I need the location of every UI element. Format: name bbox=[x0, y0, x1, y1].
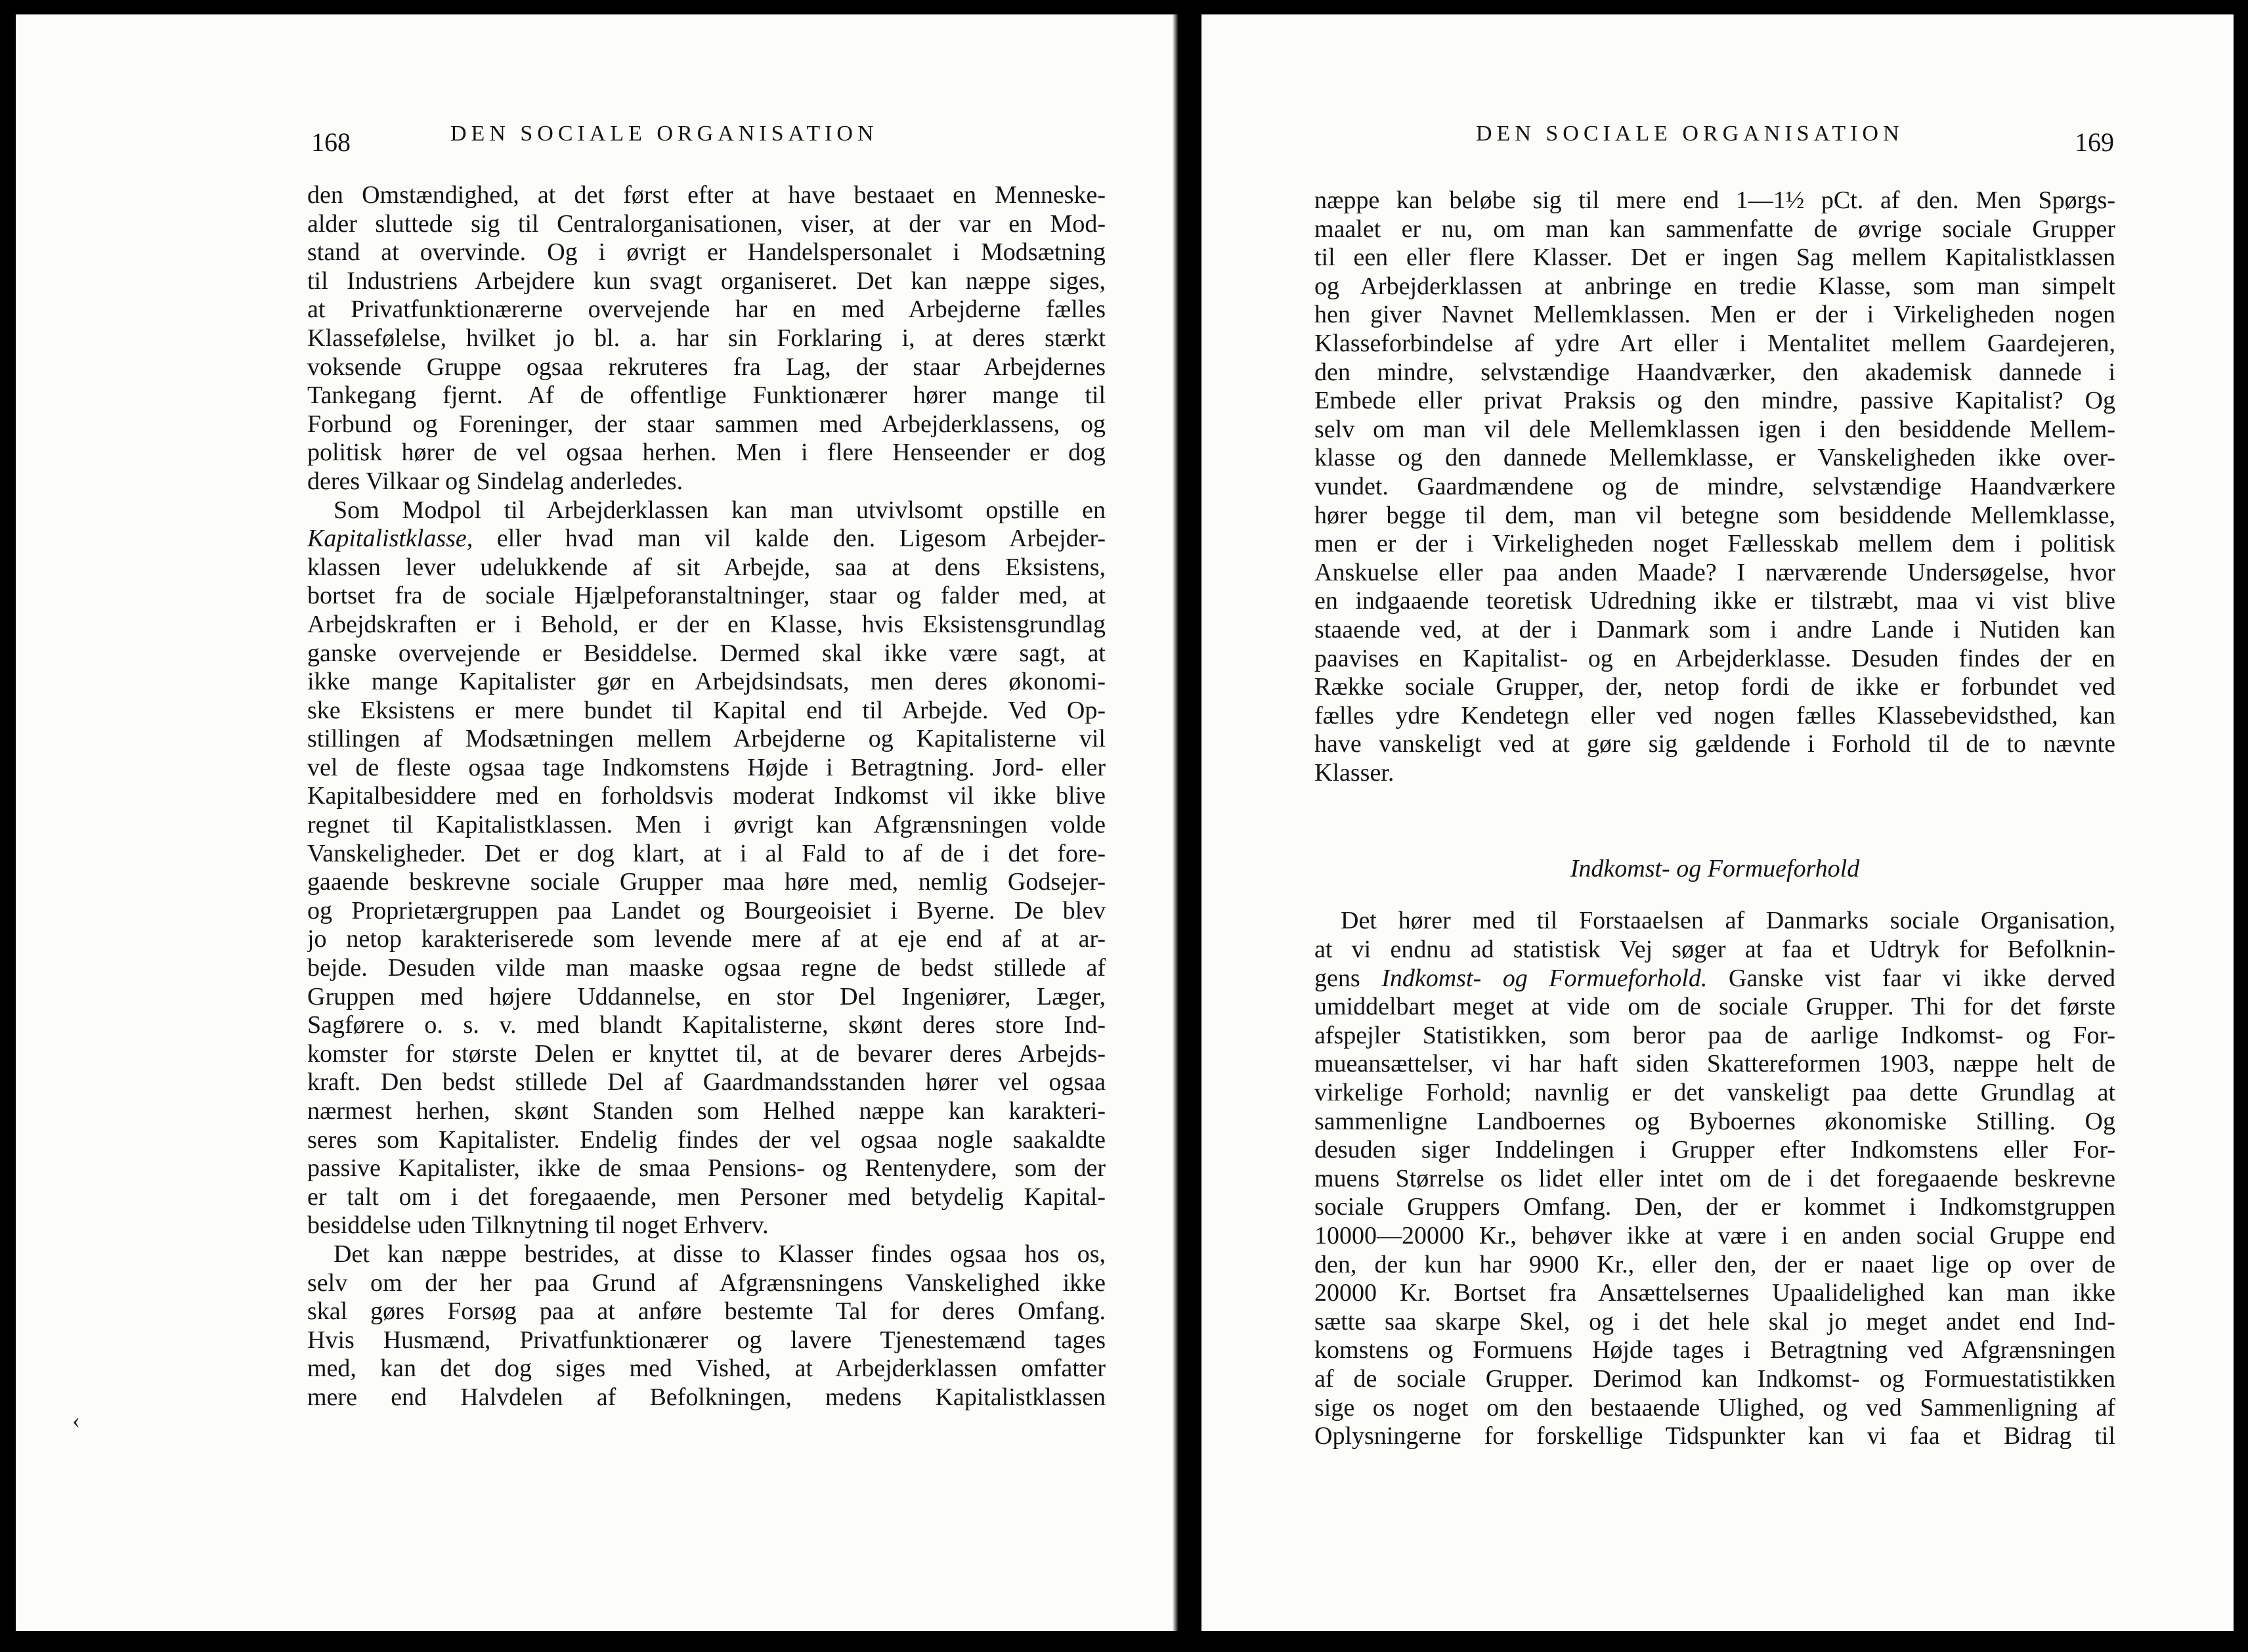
text-line: Anskuelse eller paa anden Maade? I nærværende Undersøgelse, hvor bbox=[1314, 558, 2115, 586]
text-line: og Proprietærgruppen paa Landet og Bourgeoisiet i Byerne. De blev bbox=[307, 896, 1106, 924]
text-line: have vanskeligt ved at gøre sig gældende i Forhold til de to nævnte bbox=[1314, 730, 2115, 758]
text-line: næppe kan beløbe sig til mere end 1—1½ pCt. af den. Men Spørgs- bbox=[1314, 186, 2115, 214]
text-line: besiddelse uden Tilknytning til noget Erhverv. bbox=[307, 1211, 769, 1240]
text-line: med, kan det dog siges med Vished, at Arbejderklassen omfatter bbox=[307, 1355, 1106, 1383]
text-line: klasse og den dannede Mellemklasse, er Vanskeligheden ikke over- bbox=[1314, 444, 2115, 472]
text-line: politisk hører de vel ogsaa herhen. Men i flere Henseender er dog bbox=[307, 439, 1106, 467]
section-gap bbox=[1314, 787, 2115, 853]
text-line: Klasser. bbox=[1314, 758, 1394, 787]
text-line: Det kan næppe bestrides, at disse to Klasser findes ogsaa hos os, bbox=[334, 1240, 1106, 1268]
text-line: 10000—20000 Kr., behøver ikke at være i en anden social Gruppe end bbox=[1314, 1222, 2115, 1250]
text-line: hører begge til dem, man vil betegne som besiddende Mellemklasse, bbox=[1314, 501, 2115, 529]
text-line: komstens og Formuens Højde tages i Betragtning ved Afgrænsningen bbox=[1314, 1336, 2115, 1364]
page-number-left: 168 bbox=[311, 127, 351, 157]
text-line: regnet til Kapitalistklassen. Men i øvrigt kan Afgrænsningen volde bbox=[307, 811, 1106, 839]
text-line: Forbund og Foreninger, der staar sammen med Arbejderklassens, og bbox=[307, 410, 1106, 438]
text-line: vel de fleste ogsaa tage Indkomstens Højde i Betragtning. Jord- eller bbox=[307, 753, 1106, 781]
text-line: staaende ved, at der i Danmark som i andre Lande i Nutiden kan bbox=[1314, 615, 2115, 643]
text-line: kraft. Den bedst stillede Del af Gaardmandsstanden hører vel ogsaa bbox=[307, 1068, 1106, 1097]
text-line: bejde. Desuden vilde man maaske ogsaa regne de bedst stillede af bbox=[307, 954, 1106, 982]
text-line: sammenligne Landboernes og Byboernes økonomiske Stilling. Og bbox=[1314, 1107, 2115, 1135]
text-line: paavises en Kapitalist- og en Arbejderklasse. Desuden findes der en bbox=[1314, 644, 2115, 672]
text-line: Som Modpol til Arbejderklassen kan man utvivlsomt opstille en bbox=[334, 496, 1106, 524]
text-line: Sagførere o. s. v. med blandt Kapitalisterne, skønt deres store Ind- bbox=[307, 1011, 1106, 1039]
text-line: af de sociale Grupper. Derimod kan Indkomst- og Formuestatistikken bbox=[1314, 1364, 2115, 1393]
text-line: Gruppen med højere Uddannelse, en stor Del Ingeniører, Læger, bbox=[307, 982, 1106, 1011]
text-line: mere end Halvdelen af Befolkningen, medens Kapitalistklassen bbox=[307, 1383, 1106, 1411]
text-line: sætte saa skarpe Skel, og i det hele skal jo meget andet end Ind- bbox=[1314, 1307, 2115, 1336]
book-gutter-shadow bbox=[1173, 14, 1178, 1631]
text-line: afspejler Statistikken, som beror paa de aarlige Indkomst- og For- bbox=[1314, 1021, 2115, 1049]
text-line: Arbejdskraften er i Behold, er der en Klasse, hvis Eksistensgrundlag bbox=[307, 610, 1106, 638]
text-line: gens Indkomst- og Formueforhold. Ganske vist faar vi ikke derved bbox=[1314, 964, 2115, 992]
running-head-left: DEN SOCIALE ORGANISATION bbox=[450, 121, 878, 146]
text-line: alder sluttede sig til Centralorganisationen, viser, at der var en Mod- bbox=[307, 209, 1106, 238]
emphasized-term: Kapitalistklasse, bbox=[307, 525, 473, 553]
text-line: men er der i Virkeligheden noget Fællesskab mellem dem i politisk bbox=[1314, 530, 2115, 558]
right-page-body bbox=[1314, 186, 2115, 1451]
text-line: passive Kapitalister, ikke de smaa Pensions- og Rentenydere, som der bbox=[307, 1154, 1106, 1183]
text-line: mueansættelser, vi har haft siden Skattereformen 1903, næppe helt de bbox=[1314, 1050, 2115, 1078]
margin-mark: ‹ bbox=[72, 1407, 80, 1433]
text-line: virkelige Forhold; navnlig er det vanskeligt paa dette Grundlag at bbox=[1314, 1079, 2115, 1107]
text-line: desuden siger Inddelingen i Grupper efter Indkomstens eller For- bbox=[1314, 1136, 2115, 1164]
text-line: ganske overvejende er Besiddelse. Dermed skal ikke være sagt, at bbox=[307, 639, 1106, 667]
text-line: en indgaaende teoretisk Udredning ikke er tilstræbt, maa vi vist blive bbox=[1314, 587, 2115, 615]
text-line: 20000 Kr. Bortset fra Ansættelsernes Upaalidelighed kan man ikke bbox=[1314, 1279, 2115, 1307]
text-line: Kapitalbesiddere med en forholdsvis moderat Indkomst vil ikke blive bbox=[307, 782, 1106, 810]
text-line: muens Størrelse os lidet eller intet om de i det foregaaende beskrevne bbox=[1314, 1164, 2115, 1192]
text-line: Hvis Husmænd, Privatfunktionærer og lavere Tjenestemænd tages bbox=[307, 1326, 1106, 1354]
text-line: stillingen af Modsætningen mellem Arbejderne og Kapitalisterne vil bbox=[307, 725, 1106, 753]
left-book-page bbox=[16, 14, 1178, 1631]
text-line: Det hører med til Forstaaelsen af Danmarks sociale Organisation, bbox=[1341, 907, 2115, 935]
text-line: nærmest herhen, skønt Standen som Helhed næppe kan karakteri- bbox=[307, 1097, 1106, 1125]
text-line: Vanskeligheder. Det er dog klart, at i al Fald to af de i det fore- bbox=[307, 839, 1106, 867]
text-line: gaaende beskrevne sociale Grupper maa høre med, nemlig Godsejer- bbox=[307, 868, 1106, 896]
text-line: den Omstændighed, at det først efter at have bestaaet en Menneske- bbox=[307, 181, 1106, 209]
text-line: og Arbejderklassen at anbringe en tredie Klasse, som man simpelt bbox=[1314, 272, 2115, 300]
text-line: Embede eller privat Praksis og den mindre, passive Kapitalist? Og bbox=[1314, 387, 2115, 415]
text-line: Klassefølelse, hvilket jo bl. a. har sin Forklaring i, at deres stærkt bbox=[307, 324, 1106, 352]
text-line: sociale Gruppers Omfang. Den, der er kommet i Indkomstgruppen bbox=[1314, 1193, 2115, 1221]
text-line: selv om man vil dele Mellemklassen igen i den besiddende Mellem- bbox=[1314, 415, 2115, 443]
section-heading: Indkomst- og Formueforhold bbox=[1570, 855, 1860, 883]
text-line: Kapitalistklasse, eller hvad man vil kalde den. Ligesom Arbejder- bbox=[307, 525, 1106, 553]
text-line: vundet. Gaardmændene og de mindre, selvstændige Haandværkere bbox=[1314, 472, 2115, 500]
text-line: umiddelbart meget at vide om de sociale Grupper. Thi for det første bbox=[1314, 993, 2115, 1021]
text-line: sige os noget om den bestaaende Ulighed, og ved Sammenligning af bbox=[1314, 1393, 2115, 1422]
text-line: stand at overvinde. Og i øvrigt er Handelspersonalet i Modsætning bbox=[307, 238, 1106, 267]
running-head-right: DEN SOCIALE ORGANISATION bbox=[1476, 121, 1904, 146]
text-line: skal gøres Forsøg paa at anføre bestemte Tal for deres Omfang. bbox=[307, 1297, 1106, 1326]
text-line: Tankegang fjernt. Af de offentlige Funktionærer hører mange til bbox=[307, 381, 1106, 410]
left-page-body bbox=[307, 181, 1106, 1412]
text-line: komster for største Delen er knyttet til, at de bevarer deres Arbejds- bbox=[307, 1039, 1106, 1068]
text-line: Oplysningerne for forskellige Tidspunkter kan vi faa et Bidrag til bbox=[1314, 1422, 2115, 1450]
text-line: at Privatfunktionærerne overvejende har en med Arbejderne fælles bbox=[307, 295, 1106, 324]
text-line: er talt om i det foregaaende, men Personer med betydelig Kapital- bbox=[307, 1183, 1106, 1211]
text-line: seres som Kapitalister. Endelig findes der vel ogsaa nogle saakaldte bbox=[307, 1125, 1106, 1154]
text-line: hen giver Navnet Mellemklassen. Men er der i Virkeligheden nogen bbox=[1314, 301, 2115, 329]
page-number-right: 169 bbox=[2075, 127, 2114, 157]
text-line: til Industriens Arbejdere kun svagt organiseret. Det kan næppe siges, bbox=[307, 267, 1106, 295]
text-line: den mindre, selvstændige Haandværker, den akademisk dannede i bbox=[1314, 358, 2115, 386]
text-line: voksende Gruppe ogsaa rekruteres fra Lag, der staar Arbejdernes bbox=[307, 353, 1106, 381]
text-line: til een eller flere Klasser. Det er ingen Sag mellem Kapitalistklassen bbox=[1314, 244, 2115, 272]
text-line: at vi endnu ad statistisk Vej søger at faa et Udtryk for Befolknin- bbox=[1314, 936, 2115, 964]
text-line: jo netop karakteriserede som levende mere af at eje end af at ar- bbox=[307, 925, 1106, 953]
right-book-page bbox=[1201, 14, 2234, 1631]
section-gap bbox=[1314, 884, 2115, 907]
text-line: fælles ydre Kendetegn eller ved nogen fælles Klassebevidsthed, kan bbox=[1314, 701, 2115, 729]
text-line: Række sociale Grupper, der, netop fordi de ikke er forbundet ved bbox=[1314, 673, 2115, 701]
text-line: klassen lever udelukkende af sit Arbejde, saa at dens Eksistens, bbox=[307, 553, 1106, 581]
text-line: ske Eksistens er mere bundet til Kapital end til Arbejde. Ved Op- bbox=[307, 696, 1106, 724]
text-line: Klasseforbindelse af ydre Art eller i Mentalitet mellem Gaardejeren, bbox=[1314, 329, 2115, 357]
text-line: bortset fra de sociale Hjælpeforanstaltninger, staar og falder med, at bbox=[307, 582, 1106, 610]
text-line: den, der kun har 9900 Kr., eller den, der er naaet lige op over de bbox=[1314, 1250, 2115, 1278]
text-line: maalet er nu, om man kan sammenfatte de øvrige sociale Grupper bbox=[1314, 215, 2115, 243]
emphasized-term: Indkomst- og Formueforhold. bbox=[1381, 964, 1708, 992]
text-line: ikke mange Kapitalister gør en Arbejdsindsats, men deres økonomi- bbox=[307, 668, 1106, 696]
text-line: selv om der her paa Grund af Afgrænsningens Vanskelighed ikke bbox=[307, 1269, 1106, 1297]
text-line: deres Vilkaar og Sindelag anderledes. bbox=[307, 467, 683, 495]
